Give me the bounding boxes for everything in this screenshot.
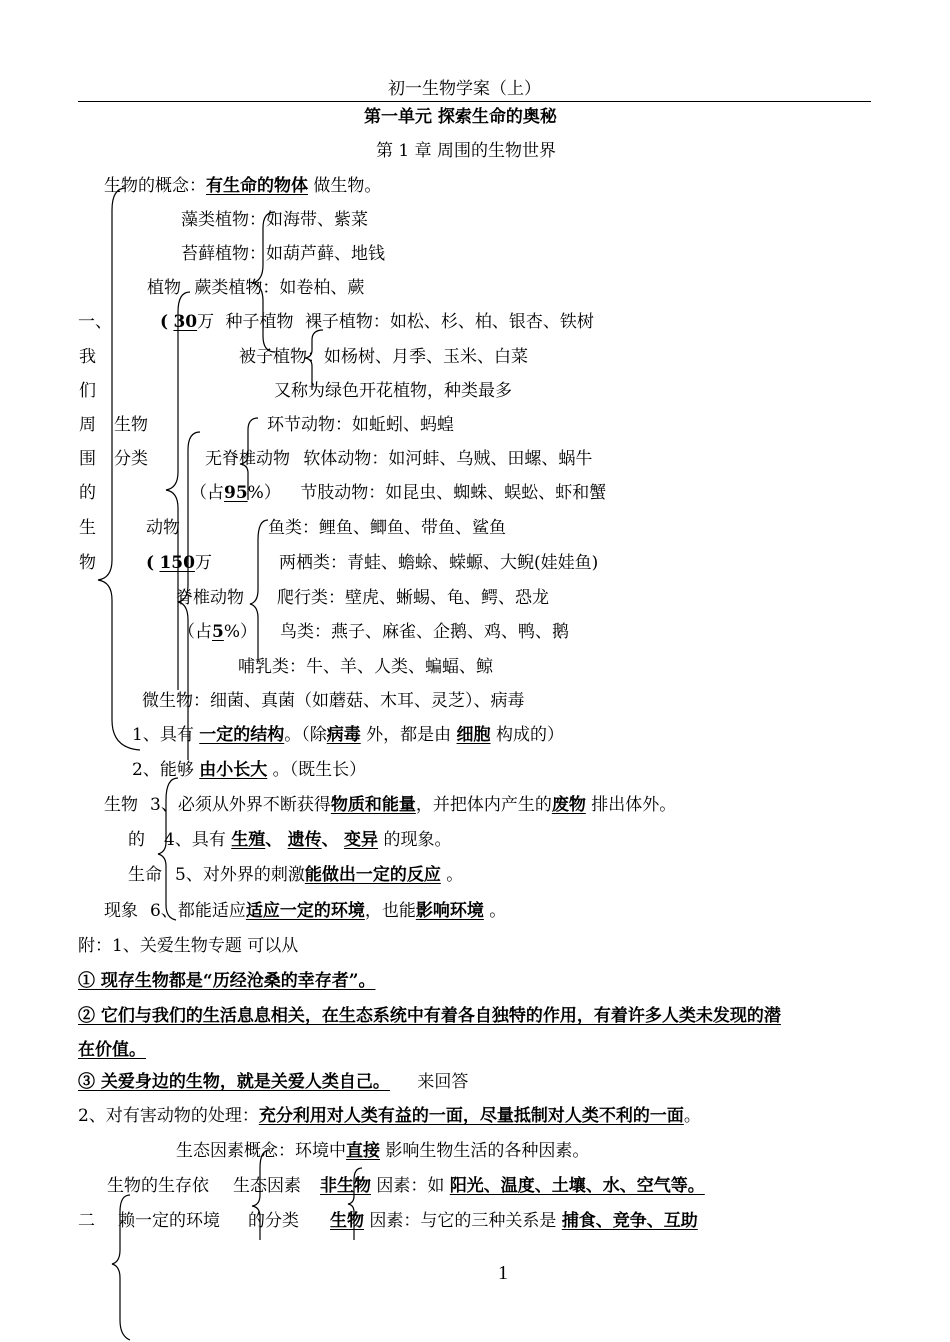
phenomenon-3: 3、必须从外界不断获得物质和能量，并把体内产生的废物 排出体外。 [150, 795, 677, 815]
appendix-line1: 附：1、关爱生物专题 可以从 [78, 936, 299, 956]
phenomena-side-c: 生命 [128, 865, 162, 885]
biotic-row: 生物 因素：与它的三种关系是 捕食、竞争、互助 [330, 1211, 698, 1231]
section2-mid-b: 的分类 [248, 1211, 299, 1231]
animal-vert-pct-row [178, 621, 257, 643]
label-char: 我 [79, 347, 96, 367]
plant-gymno: 裸子植物：如松、杉、柏、银杏、铁树 [304, 312, 594, 332]
invert-pct-close: %） [247, 483, 281, 503]
vert-pct-close: %） [223, 622, 257, 642]
animal-count-unit: 万 [194, 553, 212, 573]
label-char: 生 [79, 518, 96, 538]
plants-label: 植物 [147, 278, 181, 298]
phenomena-side-a: 生物 [104, 795, 138, 815]
animal-reptile: 爬行类：壁虎、蜥蜴、龟、鳄、恐龙 [277, 588, 549, 608]
page-number: 1 [498, 1262, 508, 1284]
plant-count-value: 30 [173, 312, 198, 332]
invert-pct-open: （占 [190, 483, 224, 503]
phenomenon-1: 1、具有 一定的结构。（除病毒 外，都是由 细胞 构成的） [132, 725, 564, 745]
animal-invert: 无脊椎动物 [205, 449, 290, 469]
animal-bird: 鸟类：燕子、麻雀、企鹅、鸡、鸭、鹅 [280, 622, 569, 642]
animal-amphibian: 两栖类：青蛙、蟾蜍、蝾螈、大鲵(娃娃鱼) [279, 553, 599, 573]
animal-count-row [146, 552, 212, 574]
appendix-point-3-row [78, 1071, 468, 1093]
label-char: 们 [79, 381, 96, 401]
animal-arthropod: 节肢动物：如昆虫、蜘蛛、蜈蚣、虾和蟹 [300, 483, 607, 503]
plant-fern: 蕨类植物：如卷柏、蕨 [194, 278, 365, 298]
unit-title: 第一单元 探索生命的奥秘 [364, 107, 557, 127]
section1-number: 一、 [78, 312, 112, 332]
phenomena-side-d: 现象 [104, 901, 138, 921]
animal-invert-row [205, 448, 592, 470]
animal-vert: 脊椎动物 [176, 588, 244, 608]
bio-class-b: 分类 [114, 449, 148, 469]
animal-count-open: ( [146, 553, 155, 573]
chapter-title: 第 1 章 周围的生物世界 [376, 141, 557, 161]
plant-count-unit: 万 [197, 312, 215, 332]
plant-moss: 苔藓植物：如葫芦藓、地钱 [181, 244, 385, 264]
appendix-point-2a: ② 它们与我们的生活息息相关，在生态系统中有着各自独特的作用，有着许多人类未发现的潜 [78, 1006, 781, 1026]
animal-fish: 鱼类：鲤鱼、鲫鱼、带鱼、鲨鱼 [268, 518, 506, 538]
section2-left-a: 生物的生存依 [107, 1176, 209, 1196]
label-char: 周 [79, 415, 96, 435]
appendix-point-1: ① 现存生物都是“历经沧桑的幸存者”。 [78, 971, 376, 991]
animal-mollusk: 软体动物：如河蚌、乌贼、田螺、蜗牛 [303, 449, 593, 469]
plant-algae: 藻类植物：如海带、紫菜 [181, 210, 368, 230]
appendix-line2: 2、对有害动物的处理：充分利用对人类有益的一面，尽量抵制对人类不利的一面。 [78, 1106, 701, 1126]
plant-seed: 种子植物 [225, 312, 294, 332]
concept-tail: 做生物。 [313, 176, 382, 196]
vert-pct-open: （占 [178, 622, 212, 642]
microbe: 微生物：细菌、真菌（如蘑菇、木耳、灵芝）、病毒 [142, 691, 525, 711]
appendix-point-3: ③ 关爱身边的生物，就是关爱人类自己。 [78, 1072, 390, 1092]
header-rule [78, 101, 871, 102]
concept-key: 有生命的物体 [206, 176, 308, 196]
phenomenon-6: 6、都能适应适应一定的环境，也能影响环境 。 [150, 901, 507, 921]
phenomenon-2: 2、能够 由小长大 。（既生长） [132, 760, 367, 780]
plant-angio: 被子植物：如杨树、月季、玉米、白菜 [239, 347, 528, 367]
section2-left-b: 赖一定的环境 [118, 1211, 220, 1231]
animals-label: 动物 [146, 518, 180, 538]
label-char: 的 [79, 483, 96, 503]
label-char: 物 [79, 553, 96, 573]
appendix-point-3-tail: 来回答 [417, 1072, 469, 1092]
animal-annelid: 环节动物：如蚯蚓、蚂蝗 [267, 415, 454, 435]
appendix-point-2b: 在价值。 [78, 1040, 146, 1060]
animal-count-value: 150 [159, 553, 195, 573]
plant-label-row [147, 277, 364, 299]
animal-mammal: 哺乳类：牛、羊、人类、蝙蝠、鲸 [238, 657, 493, 677]
phenomenon-5: 5、对外界的刺激能做出一定的反应 。 [175, 865, 464, 885]
concept-lead: 生物的概念： [104, 176, 206, 196]
abiotic-row: 非生物 因素：如 阳光、温度、土壤、水、空气等。 [320, 1176, 705, 1196]
section2-mid-a: 生态因素 [233, 1176, 301, 1196]
plant-angio-note: 又称为绿色开花植物，种类最多 [274, 381, 512, 401]
section2-number: 二 [78, 1211, 95, 1231]
vert-pct-value: 5 [212, 622, 224, 642]
phenomena-side-b: 的 [128, 830, 145, 850]
phenomenon-4: 4、具有 生殖、 遗传、 变异 的现象。 [164, 830, 452, 850]
eco-factor-concept: 生态因素概念：环境中直接 影响生物生活的各种因素。 [176, 1141, 590, 1161]
invert-pct-value: 95 [224, 483, 248, 503]
concept-line [104, 175, 381, 197]
plant-count-row [160, 311, 594, 333]
page-header-title: 初一生物学案（上） [388, 79, 541, 99]
animal-invert-pct-row [190, 482, 606, 504]
label-char: 围 [79, 449, 96, 469]
bio-class-a: 生物 [114, 415, 148, 435]
plant-count-open: ( [160, 312, 169, 332]
